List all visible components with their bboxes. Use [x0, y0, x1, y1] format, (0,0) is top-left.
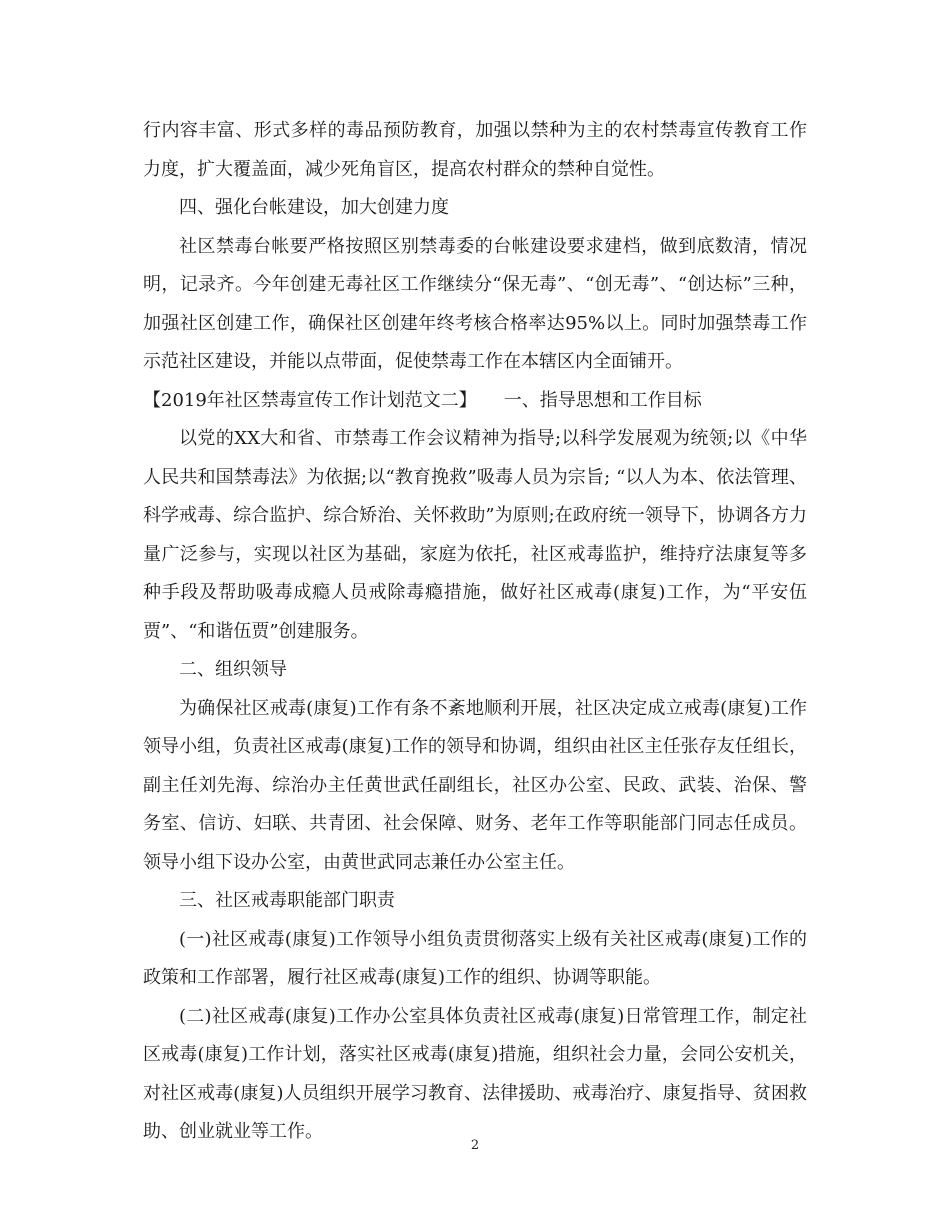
paragraph-guiding-ideology: 以党的XX大和省、市禁毒工作会议精神为指导;以科学发展观为统领;以《中华人民共和国禁毒法》为依据;以“教育挽救”吸毒人员为宗旨; “以人为本、依法管理、科学戒毒、综合监护、综合矫治、关怀救助”为原则;在政府统一领导下，协调各方力量广泛参与，实现以社区为基础，家庭为依托，社区戒毒监护，维持疗法康复等多种手段及帮助吸毒成瘾人员戒除毒瘾措施，做好社区戒毒(康复)工作，为“平安伍贾”、“和谐伍贾”创建服务。 — [143, 428, 807, 642]
section-title-sample-two: 【2019年社区禁毒宣传工作计划范文二】 一、指导思想和工作目标 — [143, 389, 702, 411]
paragraph-leadership-group: 为确保社区戒毒(康复)工作有条不紊地顺利开展，社区决定成立戒毒(康复)工作领导小组，负责社区戒毒(康复)工作的领导和协调，组织由社区主任张存友任组长，副主任刘先海、综治办主任黄世武任副组长，社区办公室、民政、武装、治保、警务室、信访、妇联、共青团、社会保障、财务、老年工作等职能部门同志任成员。领导小组下设办公室，由黄世武同志兼任办公室主任。 — [143, 697, 807, 873]
paragraph-duty-two: (二)社区戒毒(康复)工作办公室具体负责社区戒毒(康复)日常管理工作，制定社区戒毒(康复)工作计划，落实社区戒毒(康复)措施，组织社会力量，会同公安机关，对社区戒毒(康复)人员组织开展学习教育、法律援助、戒毒治疗、康复指导、贫困救助、创业就业等工作。 — [143, 1005, 807, 1142]
page-number: 2 — [470, 1138, 480, 1153]
heading-ledger-building: 四、强化台帐建设，加大创建力度 — [179, 197, 449, 218]
paragraph-duty-one: (一)社区戒毒(康复)工作领导小组负责贯彻落实上级有关社区戒毒(康复)工作的政策和工作部署，履行社区戒毒(康复)工作的组织、协调等职能。 — [143, 928, 807, 988]
heading-organization: 二、组织领导 — [179, 659, 287, 680]
body-text — [143, 112, 807, 1152]
paragraph-prevention-education: 行内容丰富、形式多样的毒品预防教育，加强以禁种为主的农村禁毒宣传教育工作力度，扩大覆盖面，减少死角盲区，提高农村群众的禁种自觉性。 — [143, 120, 807, 180]
paragraph-ledger: 社区禁毒台帐要严格按照区别禁毒委的台帐建设要求建档，做到底数清，情况明，记录齐。今年创建无毒社区工作继续分“保无毒”、“创无毒”、“创达标”三种，加强社区创建工作，确保社区创建年终考核合格率达95%以上。同时加强禁毒工作示范社区建设，并能以点带面，促使禁毒工作在本辖区内全面铺开。 — [143, 235, 807, 372]
heading-duties: 三、社区戒毒职能部门职责 — [179, 890, 395, 911]
